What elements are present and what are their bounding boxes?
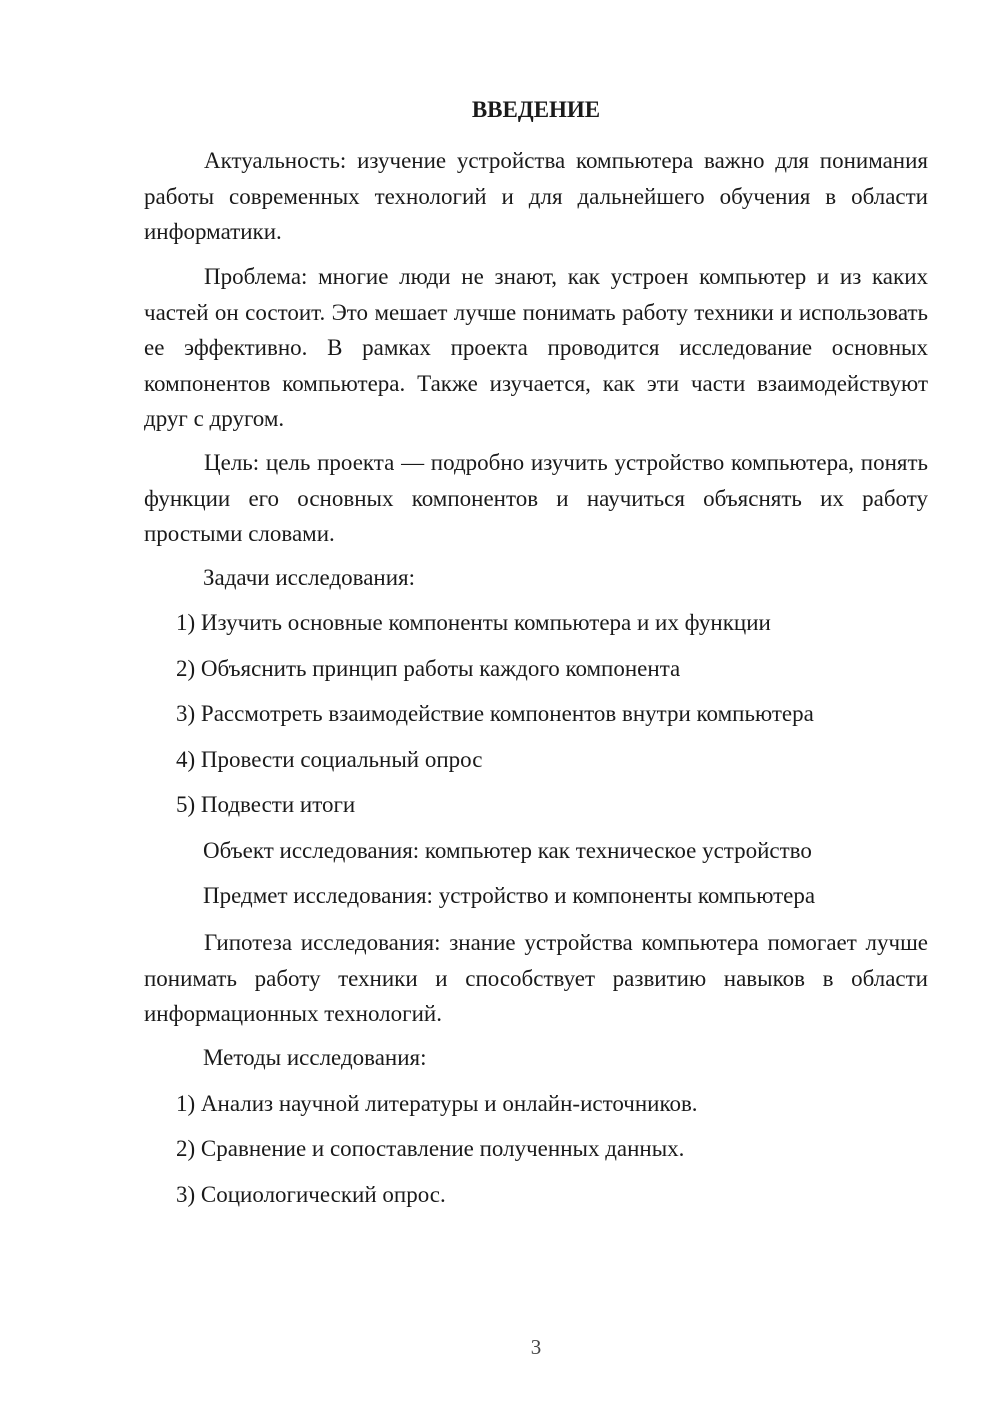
task-item: 1) Изучить основные компоненты компьютера и их функции bbox=[176, 610, 771, 635]
task-item: 4) Провести социальный опрос bbox=[176, 747, 483, 772]
task-item: 2) Объяснить принцип работы каждого компонента bbox=[176, 656, 681, 681]
task-item: 3) Рассмотреть взаимодействие компонентов внутри компьютера bbox=[176, 701, 814, 726]
page-title: ВВЕДЕНИЕ bbox=[471, 97, 601, 122]
methods-heading: Методы исследования: bbox=[203, 1045, 427, 1070]
problem-paragraph: Проблема: многие люди не знают, как устроен компьютер и из каких частей он состоит. Это мешает лучше понимать работу техники и использовать ее эффективно. В рамках проекта проводится исследование основных компонентов компьютера. Также изучается, как эти части взаимодействуют друг с другом. bbox=[144, 264, 928, 431]
relevance-paragraph: Актуальность: изучение устройства компьютера важно для понимания работы современных технологий и для дальнейшего обучения в области информатики. bbox=[144, 148, 928, 244]
method-item: 1) Анализ научной литературы и онлайн-источников. bbox=[176, 1091, 698, 1116]
research-subject: Предмет исследования: устройство и компоненты компьютера bbox=[203, 883, 816, 908]
research-object: Объект исследования: компьютер как техническое устройство bbox=[203, 838, 812, 863]
tasks-heading: Задачи исследования: bbox=[203, 565, 416, 590]
goal-paragraph: Цель: цель проекта — подробно изучить устройство компьютера, понять функции его основных компонентов и научиться объяснять их работу простыми словами. bbox=[144, 450, 928, 546]
method-item: 3) Социологический опрос. bbox=[176, 1182, 446, 1207]
method-item: 2) Сравнение и сопоставление полученных данных. bbox=[176, 1136, 685, 1161]
page-number: 3 bbox=[530, 1335, 542, 1359]
task-item: 5) Подвести итоги bbox=[176, 792, 356, 817]
hypothesis-paragraph: Гипотеза исследования: знание устройства компьютера помогает лучше понимать работу техники и способствует развитию навыков в области информационных технологий. bbox=[144, 930, 928, 1026]
